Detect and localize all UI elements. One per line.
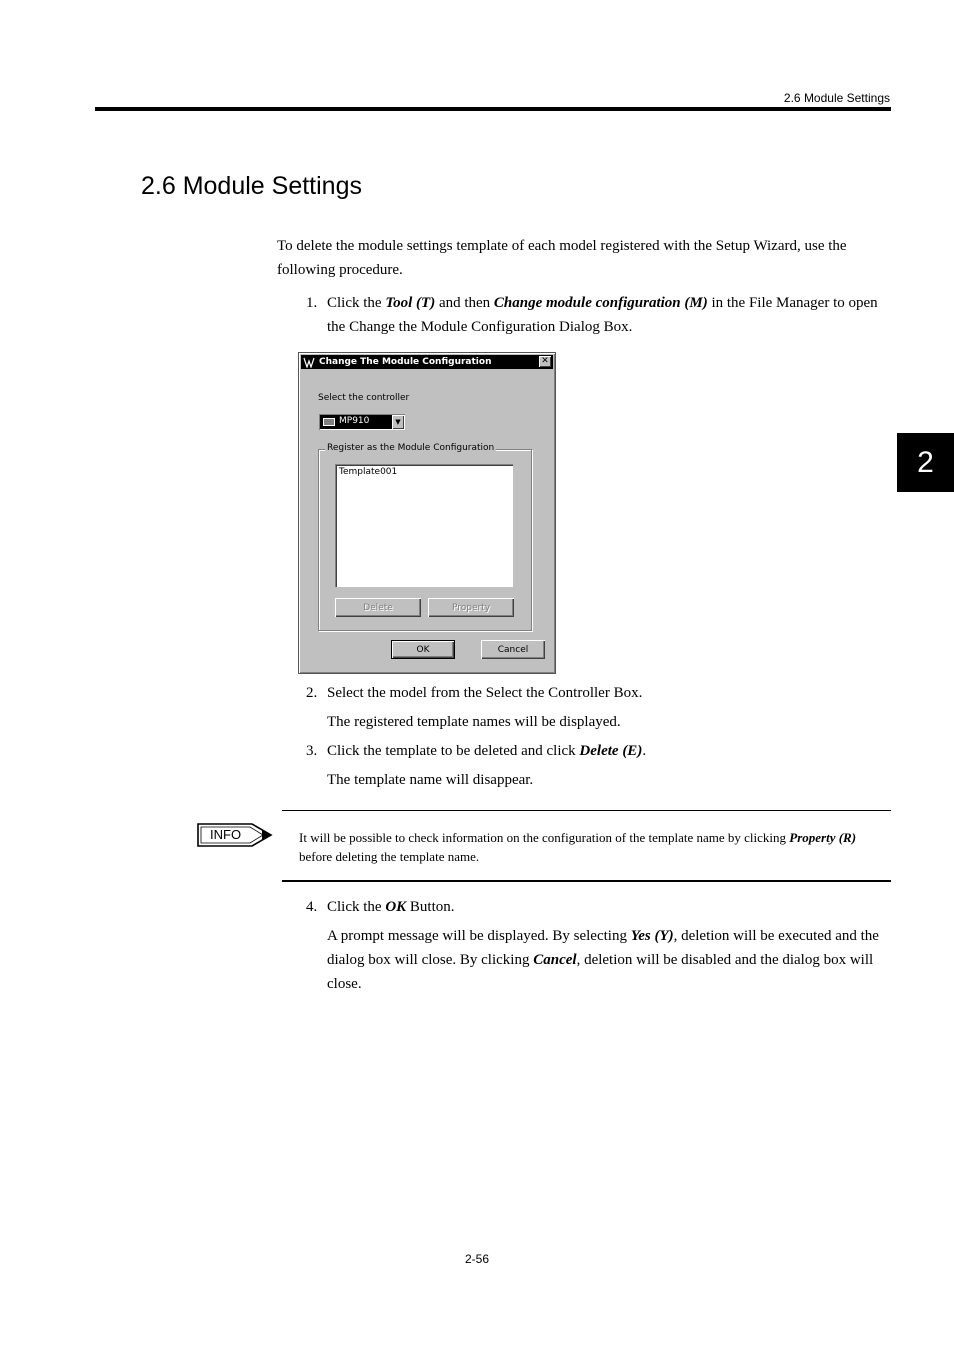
step-3 — [306, 739, 891, 763]
controller-icon — [323, 418, 335, 426]
intro-paragraph: To delete the module settings template of each model registered with the Setup Wizard, use the following procedure. — [277, 238, 847, 278]
section-title: 2.6 Module Settings — [141, 172, 362, 200]
step-3-result: The template name will disappear. — [327, 772, 534, 788]
step-2 — [306, 681, 891, 705]
info-bottom-rule — [282, 880, 891, 882]
step-1 — [306, 291, 891, 339]
step-4-result: A prompt message will be displayed. By selecting Yes (Y), deletion will be executed and the dialog box will close. By clicking Cancel, deletion will be disabled and the dialog box will close. — [327, 928, 879, 992]
step-text: Click the Tool (T) and then Change module configuration (M) in the File Manager to open the Change the Module Configuration Dialog Box. — [327, 295, 878, 335]
template-listbox[interactable] — [335, 464, 513, 587]
controller-select[interactable] — [319, 414, 405, 430]
select-controller-label: Select the controller — [318, 393, 410, 403]
page-number: 2-56 — [464, 1252, 490, 1266]
step-number: 4. — [306, 899, 318, 915]
step-number: 2. — [306, 685, 318, 701]
chevron-down-icon[interactable]: ▼ — [392, 415, 404, 429]
dialog-titlebar — [301, 355, 553, 369]
cancel-button[interactable]: Cancel — [481, 640, 545, 659]
app-icon — [303, 357, 315, 368]
running-header: 2.6 Module Settings — [783, 91, 890, 105]
group-label: Register as the Module Configuration — [327, 443, 495, 453]
change-module-configuration-dialog — [298, 352, 556, 674]
list-item[interactable]: Template001 — [339, 467, 398, 477]
property-button[interactable]: Property — [428, 598, 514, 617]
info-text: It will be possible to check information on the configuration of the template name by clicking Property (R) before deleting the template name. — [299, 830, 857, 864]
ok-button[interactable]: OK — [391, 640, 455, 659]
dialog-title: Change The Module Configuration — [319, 357, 492, 367]
info-badge-label: INFO — [210, 827, 242, 842]
step-number: 1. — [306, 295, 318, 311]
step-2-result: The registered template names will be displayed. — [327, 714, 621, 730]
info-icon — [196, 822, 274, 855]
controller-value: MP910 — [339, 416, 370, 426]
step-number: 3. — [306, 743, 318, 759]
info-top-rule — [282, 810, 891, 811]
delete-button[interactable]: Delete — [335, 598, 421, 617]
step-text: Select the model from the Select the Controller Box. — [327, 685, 643, 701]
header-rule — [95, 107, 891, 111]
step-text: Click the OK Button. — [327, 899, 455, 915]
chapter-tab: 2 — [897, 433, 954, 492]
step-4 — [306, 895, 891, 919]
step-text: Click the template to be deleted and click Delete (E). — [327, 743, 647, 759]
close-icon[interactable]: ✕ — [539, 356, 551, 367]
